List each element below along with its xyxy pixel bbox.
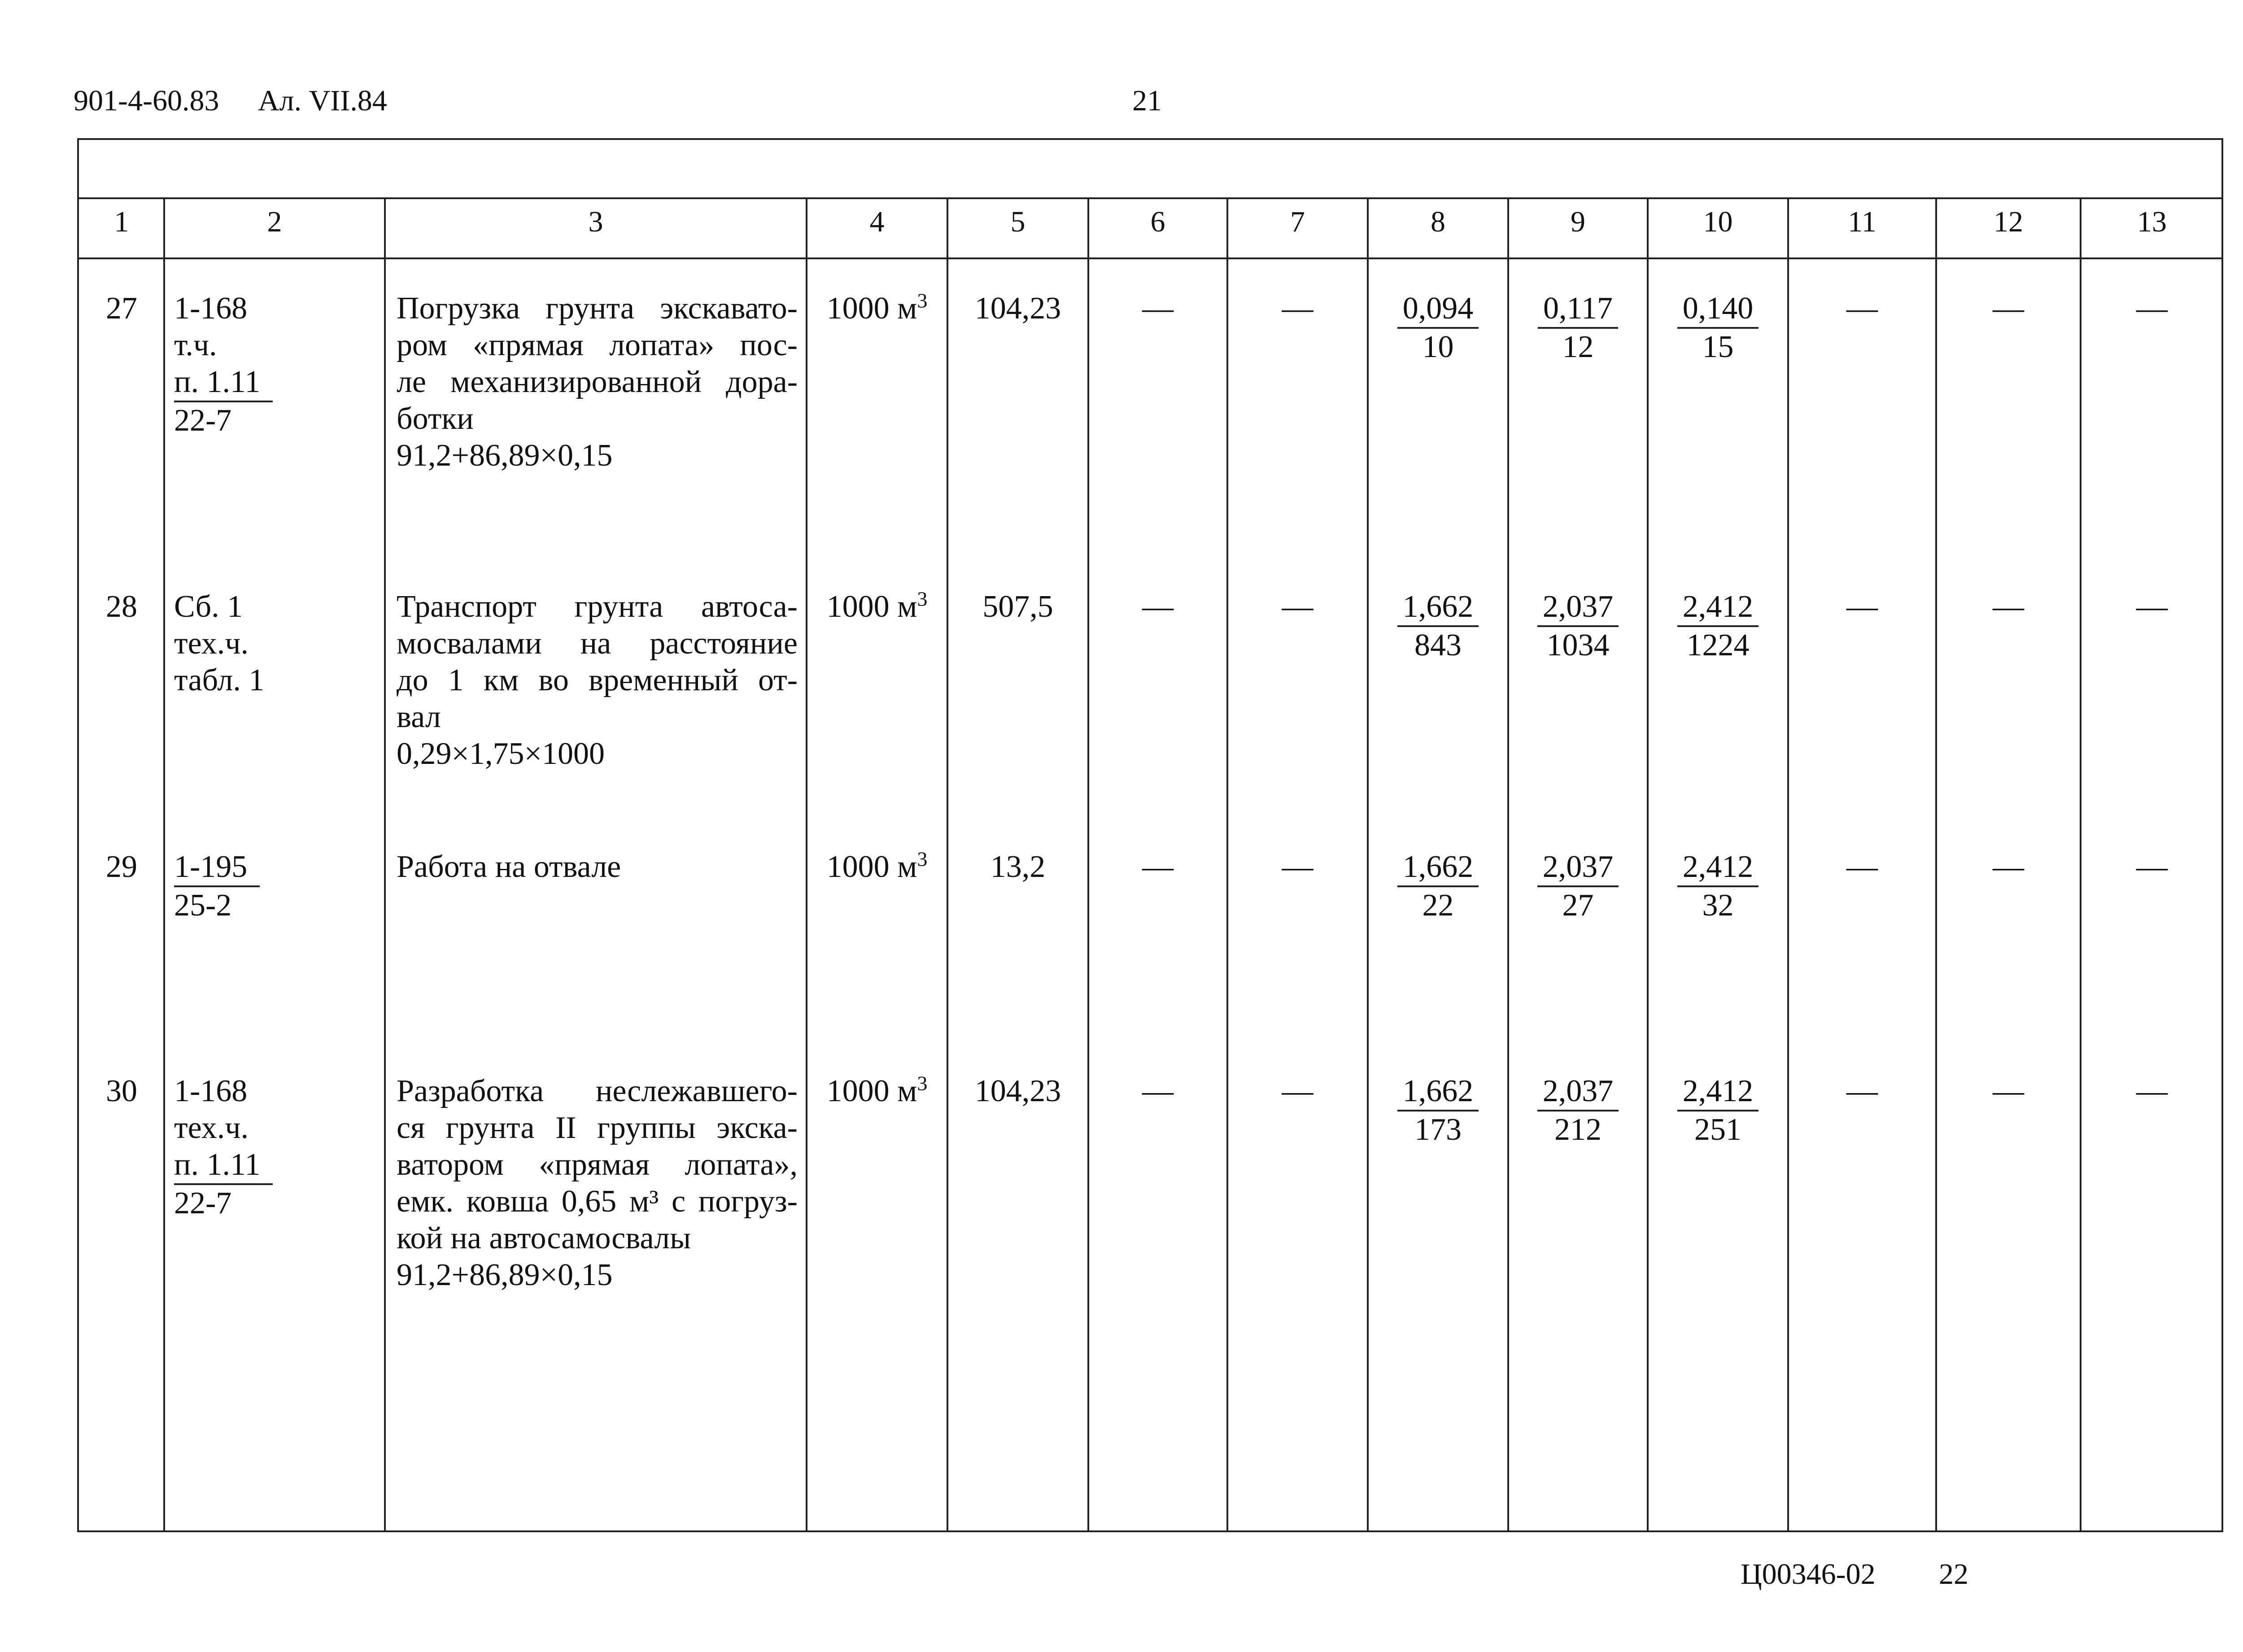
description-line: ром «прямая лопата» пос- (397, 328, 798, 362)
column-number: 13 (2137, 205, 2167, 238)
empty-value-dash: — (1993, 589, 2024, 624)
footer-code: Ц00346-02 (1741, 1558, 1876, 1591)
fraction-value (1648, 1073, 1788, 1148)
reference-line: 1-168 (174, 291, 248, 326)
empty-value-dash: — (1846, 850, 1878, 884)
description-line: Погрузка грунта экскавато- (397, 291, 798, 326)
work-description (397, 290, 798, 474)
quantity: 104,23 (974, 1074, 1061, 1108)
fraction-denominator: 12 (1562, 330, 1594, 364)
unit-exponent: 3 (917, 847, 928, 871)
column-number: 6 (1150, 205, 1165, 238)
empty-value-dash: — (1142, 850, 1174, 884)
fraction-value (1508, 588, 1648, 664)
description-line: мосвалами на расстояние (397, 626, 798, 661)
reference-line (174, 1146, 377, 1185)
fraction-denominator: 1034 (1546, 628, 1610, 663)
source-reference (174, 588, 377, 699)
fraction-denominator: 10 (1422, 330, 1454, 364)
empty-value-dash: — (1142, 291, 1174, 326)
unit-exponent: 3 (917, 587, 928, 610)
row-number: 28 (106, 589, 137, 624)
empty-value-dash: — (1993, 1074, 2024, 1108)
column-number: 5 (1010, 205, 1025, 238)
fraction-numerator: 2,037 (1537, 849, 1619, 887)
column-number: 8 (1431, 205, 1445, 238)
fraction-value (1368, 290, 1508, 366)
reference-line: тех.ч. (174, 1111, 249, 1145)
empty-value-dash: — (1846, 589, 1878, 624)
page-number: 21 (1132, 84, 1162, 117)
fraction-denominator: 843 (1414, 628, 1462, 663)
fraction-value (1648, 290, 1788, 366)
fraction-value (1508, 290, 1648, 366)
fraction-numerator: 2,412 (1677, 588, 1759, 627)
column-number: 2 (267, 205, 282, 238)
fraction-value (1368, 588, 1508, 664)
description-line: Транспорт грунта автоса- (397, 589, 798, 624)
fraction-value (1648, 849, 1788, 924)
column-number: 9 (1571, 205, 1585, 238)
empty-value-dash: — (1846, 291, 1878, 326)
quantity: 507,5 (982, 589, 1053, 624)
column-number: 7 (1290, 205, 1305, 238)
column-number: 3 (588, 205, 603, 238)
estimate-table (77, 138, 2223, 1532)
empty-value-dash: — (1142, 1074, 1174, 1108)
fraction-value (1368, 1073, 1508, 1148)
empty-value-dash: — (1282, 589, 1314, 624)
footer-page: 22 (1939, 1558, 1968, 1591)
column-number: 4 (869, 205, 885, 238)
unit-exponent: 3 (917, 1072, 928, 1095)
fraction-denominator: 15 (1702, 330, 1734, 364)
column-number: 11 (1848, 205, 1876, 238)
reference-line: Сб. 1 (174, 589, 243, 624)
work-description (397, 849, 798, 885)
work-description (397, 1073, 798, 1294)
source-reference (174, 290, 377, 439)
empty-value-dash: — (1846, 1074, 1878, 1108)
description-line: ле механизированной дора- (397, 365, 798, 399)
source-reference (174, 849, 377, 924)
album-ref: Ал. VII.84 (258, 84, 387, 117)
description-line: 91,2+86,89×0,15 (397, 438, 613, 473)
empty-value-dash: — (1993, 291, 2024, 326)
fraction-denominator: 22 (1422, 888, 1454, 923)
reference-line: т.ч. (174, 328, 217, 362)
reference-numerator: 1-195 (174, 849, 260, 887)
table-rule (79, 257, 2221, 259)
row-number: 29 (106, 850, 137, 884)
fraction-denominator: 173 (1414, 1112, 1462, 1147)
empty-value-dash: — (2136, 850, 2168, 884)
unit-text: 1000 м (826, 1074, 917, 1108)
empty-value-dash: — (1282, 850, 1314, 884)
fraction-value (1368, 849, 1508, 924)
fraction-numerator: 2,037 (1537, 588, 1619, 627)
description-line: ботки (397, 401, 474, 436)
unit-of-measure (807, 849, 947, 885)
fraction-denominator: 251 (1694, 1112, 1741, 1147)
reference-line (174, 849, 377, 887)
fraction-numerator: 1,662 (1397, 849, 1479, 887)
reference-numerator: п. 1.11 (174, 364, 273, 402)
quantity: 104,23 (974, 291, 1061, 326)
fraction-numerator: 2,412 (1677, 849, 1759, 887)
fraction-numerator: 0,140 (1677, 290, 1759, 329)
fraction-numerator: 2,037 (1537, 1073, 1619, 1112)
reference-line (174, 364, 377, 402)
empty-value-dash: — (2136, 291, 2168, 326)
reference-denominator: 22-7 (174, 1186, 232, 1220)
fraction-numerator: 0,094 (1397, 290, 1479, 329)
fraction-denominator: 212 (1554, 1112, 1602, 1147)
row-number: 27 (106, 291, 137, 326)
reference-line: тех.ч. (174, 626, 249, 661)
column-number: 1 (114, 205, 129, 238)
description-line: 91,2+86,89×0,15 (397, 1258, 613, 1292)
empty-value-dash: — (1282, 291, 1314, 326)
description-line: до 1 км во временный от- (397, 663, 798, 697)
table-column-rule (384, 197, 386, 1530)
unit-text: 1000 м (826, 291, 917, 326)
unit-of-measure (807, 1073, 947, 1110)
reference-denominator: 22-7 (174, 403, 232, 438)
empty-value-dash: — (1282, 1074, 1314, 1108)
fraction-numerator: 1,662 (1397, 1073, 1479, 1112)
empty-value-dash: — (2136, 1074, 2168, 1108)
fraction-denominator: 27 (1562, 888, 1594, 923)
column-number: 10 (1703, 205, 1733, 238)
row-number: 30 (106, 1074, 137, 1108)
unit-text: 1000 м (826, 589, 917, 624)
description-line: Работа на отвале (397, 850, 621, 884)
fraction-value (1648, 588, 1788, 664)
reference-numerator: п. 1.11 (174, 1146, 273, 1185)
work-description (397, 588, 798, 772)
description-line: емк. ковша 0,65 м³ с погруз- (397, 1184, 798, 1219)
fraction-value (1508, 849, 1648, 924)
empty-value-dash: — (2136, 589, 2168, 624)
fraction-denominator: 32 (1702, 888, 1734, 923)
description-line: ся грунта II группы экска- (397, 1111, 798, 1145)
unit-of-measure (807, 290, 947, 327)
unit-exponent: 3 (917, 289, 928, 312)
empty-value-dash: — (1993, 850, 2024, 884)
fraction-value (1508, 1073, 1648, 1148)
fraction-denominator: 1224 (1686, 628, 1750, 663)
description-line: вал (397, 700, 441, 734)
quantity: 13,2 (990, 850, 1046, 884)
source-reference (174, 1073, 377, 1222)
description-line: 0,29×1,75×1000 (397, 737, 605, 771)
fraction-numerator: 2,412 (1677, 1073, 1759, 1112)
reference-line: 1-168 (174, 1074, 248, 1108)
description-line: кой на автосамосвалы (397, 1221, 691, 1255)
column-number: 12 (1994, 205, 2023, 238)
unit-text: 1000 м (826, 850, 917, 884)
empty-value-dash: — (1142, 589, 1174, 624)
unit-of-measure (807, 588, 947, 625)
fraction-numerator: 1,662 (1397, 588, 1479, 627)
reference-denominator: 25-2 (174, 888, 232, 923)
doc-code: 901-4-60.83 (74, 84, 219, 117)
fraction-numerator: 0,117 (1538, 290, 1618, 329)
description-line: Разработка неслежавшего- (397, 1074, 798, 1108)
reference-line: табл. 1 (174, 663, 265, 697)
description-line: ватором «прямая лопата», (397, 1147, 798, 1182)
